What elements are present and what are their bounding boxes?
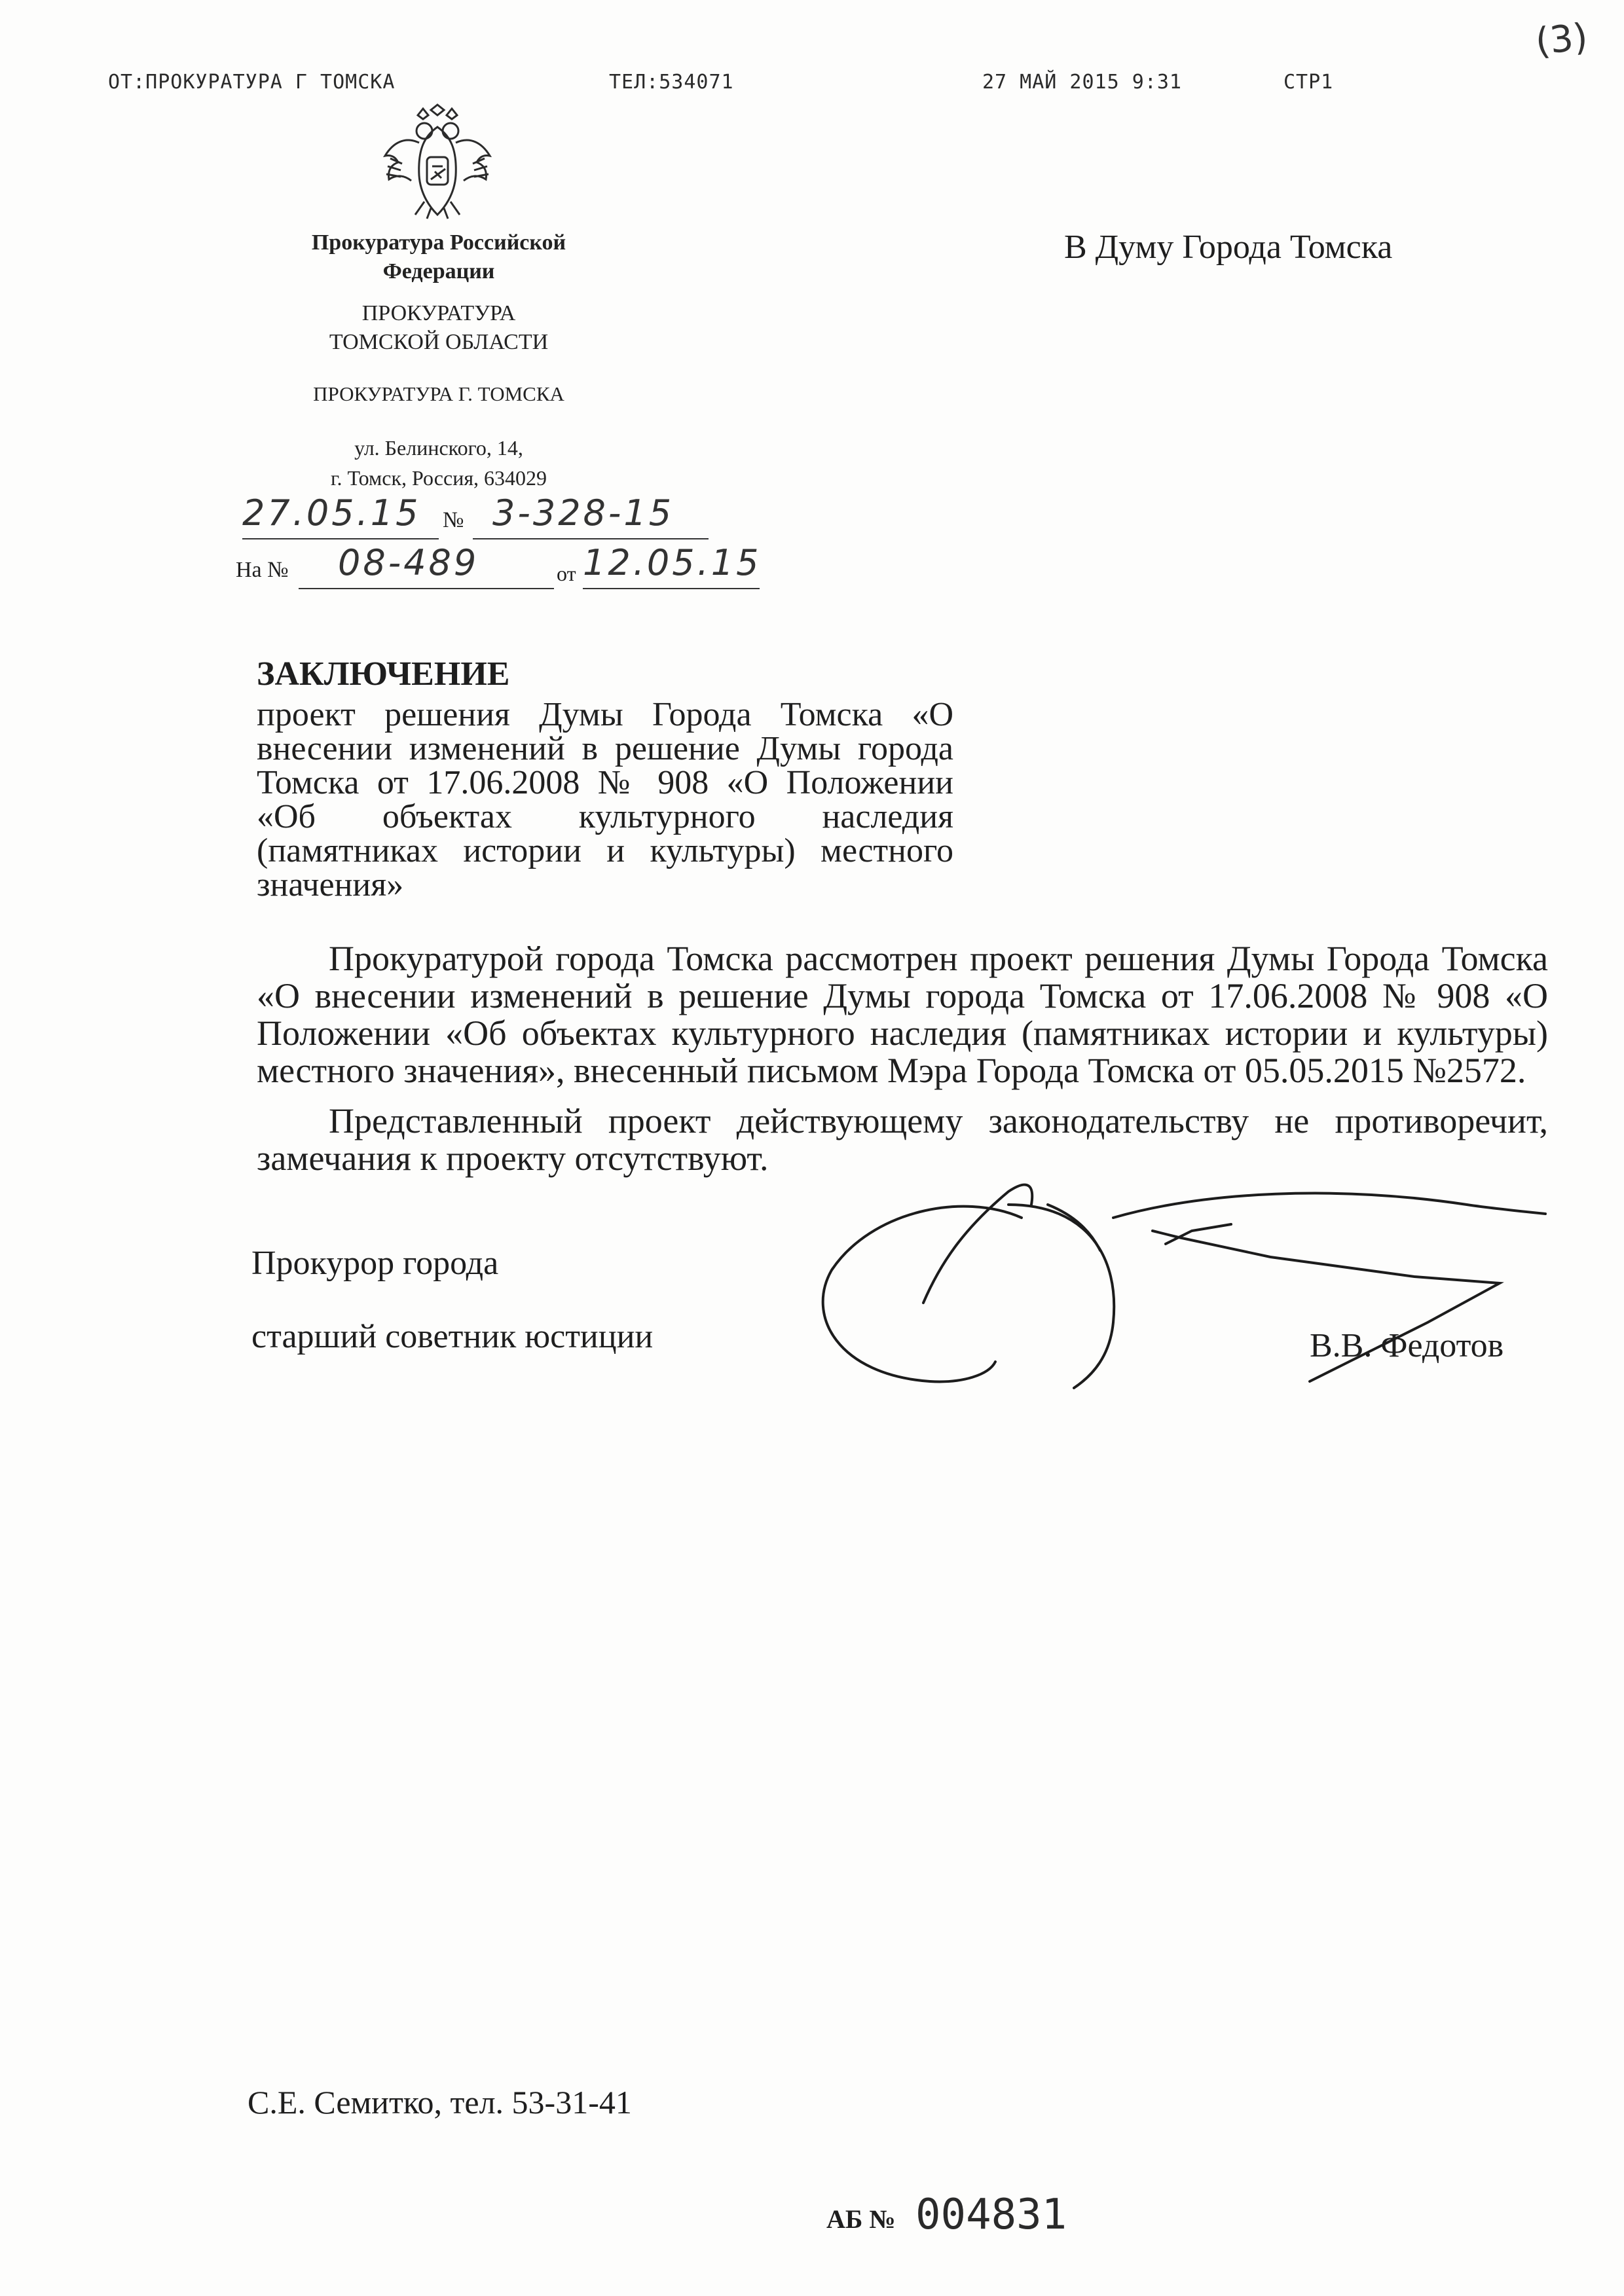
signer-rank: старший советник юстиции bbox=[251, 1318, 654, 1355]
subject-line: Томска от 17.06.2008 № 908 «О Положении bbox=[257, 764, 953, 801]
body-line: Положении «Об объектах культурного наследия (памятниках истории и культуры) bbox=[257, 1013, 1548, 1053]
outgoing-number-label: № bbox=[443, 508, 464, 532]
outgoing-number: 3-328-15 bbox=[492, 492, 674, 534]
document-heading: ЗАКЛЮЧЕНИЕ bbox=[257, 655, 510, 693]
letterhead-line1: Прокуратура Российской bbox=[311, 230, 566, 255]
coat-of-arms-icon bbox=[378, 103, 496, 221]
reply-date: 12.05.15 bbox=[583, 542, 762, 583]
body-line: «О внесении изменений в решение Думы города Томска от 17.06.2008 № 908 «О bbox=[257, 976, 1548, 1015]
reply-number-label: На № bbox=[236, 558, 289, 582]
reply-date-field bbox=[583, 542, 760, 589]
letterhead-address1: ул. Белинского, 14, bbox=[354, 436, 523, 460]
reply-number: 08-489 bbox=[338, 542, 479, 583]
body-line: замечания к проекту отсутствуют. bbox=[257, 1139, 769, 1178]
body-line: Представленный проект действующему законодательству не противоречит, bbox=[329, 1101, 1548, 1140]
fax-datetime: 27 МАЙ 2015 9:31 bbox=[982, 71, 1182, 94]
outgoing-number-field bbox=[473, 492, 709, 539]
reply-number-field bbox=[299, 542, 554, 589]
subject-line: «Об объектах культурного наследия bbox=[257, 798, 953, 835]
fax-page: СТР1 bbox=[1283, 71, 1334, 94]
document-subject bbox=[257, 698, 953, 902]
body-paragraph-1 bbox=[257, 940, 1548, 1089]
fax-sender: ОТ:ПРОКУРАТУРА Г ТОМСКА bbox=[108, 71, 396, 94]
signer-name: В.В. Федотов bbox=[1310, 1327, 1504, 1364]
subject-line: внесении изменений в решение Думы города bbox=[257, 730, 953, 767]
reply-date-label: от bbox=[557, 562, 576, 585]
outgoing-date-field bbox=[242, 492, 439, 539]
serial-label: АБ № bbox=[826, 2204, 896, 2234]
outgoing-date: 27.05.15 bbox=[242, 492, 421, 534]
subject-line: проект решения Думы Города Томска «О bbox=[257, 696, 953, 733]
letterhead-line2: Федерации bbox=[382, 259, 495, 283]
subject-line: значения» bbox=[257, 866, 404, 903]
letterhead-line5: ПРОКУРАТУРА Г. ТОМСКА bbox=[313, 382, 564, 405]
letterhead-line3: ПРОКУРАТУРА bbox=[361, 301, 516, 325]
fax-phone: ТЕЛ:534071 bbox=[609, 71, 734, 94]
executor-contact: С.Е. Семитко, тел. 53-31-41 bbox=[248, 2084, 632, 2121]
subject-line: (памятниках истории и культуры) местного bbox=[257, 832, 953, 869]
letterhead-address2: г. Томск, Россия, 634029 bbox=[330, 466, 547, 490]
body-line: местного значения», внесенный письмом Мэра Города Томска от 05.05.2015 №2572. bbox=[257, 1051, 1526, 1090]
page-mark: (3) bbox=[1533, 16, 1590, 64]
serial-number: 004831 bbox=[915, 2191, 1067, 2239]
letterhead-line4: ТОМСКОЙ ОБЛАСТИ bbox=[329, 330, 549, 354]
body-line: Прокуратурой города Томска рассмотрен проект решения Думы Города Томска bbox=[329, 939, 1548, 978]
signature-icon bbox=[812, 1165, 1572, 1401]
addressee: В Думу Города Томска bbox=[1064, 228, 1393, 266]
signer-position: Прокурор города bbox=[251, 1245, 499, 1282]
